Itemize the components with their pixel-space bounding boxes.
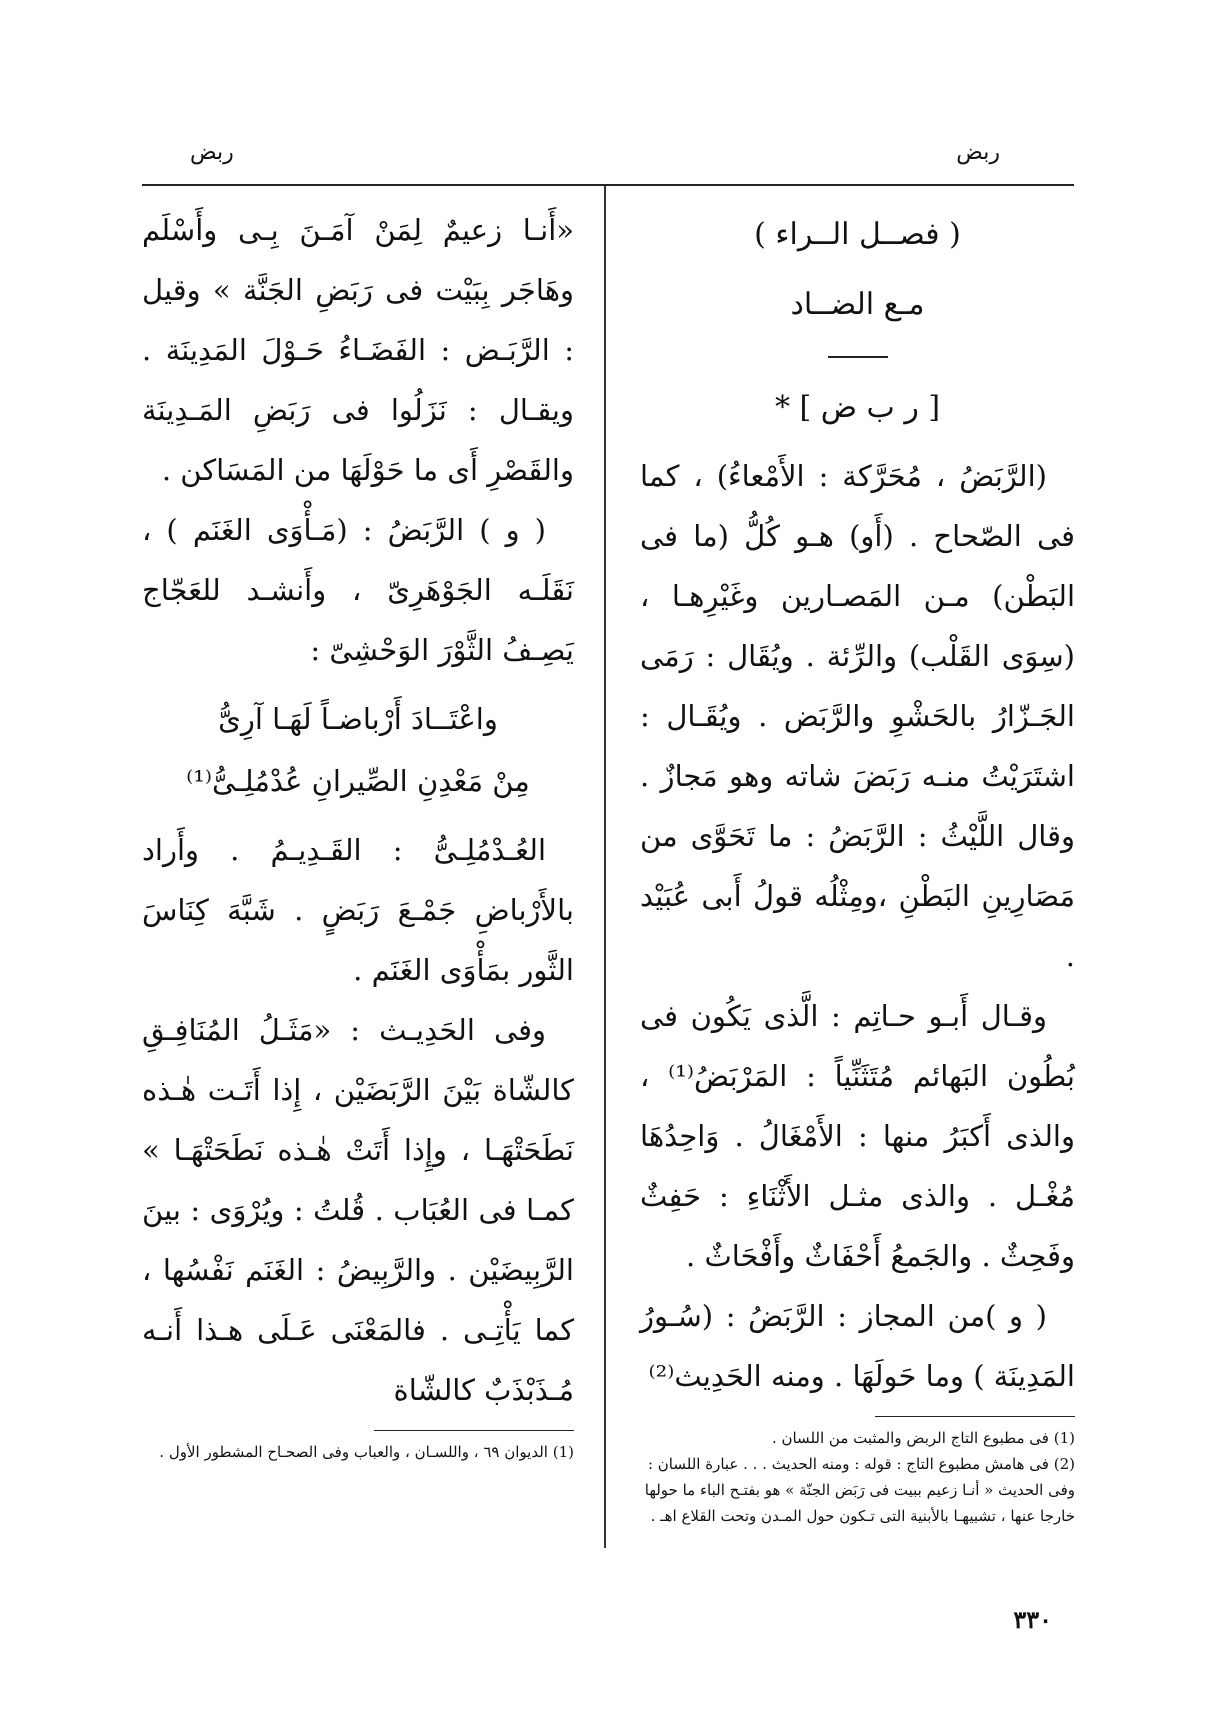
paragraph: (الرَّبَضُ ، مُحَرَّكة : الأَمْعاءُ) ، كما فى الصّحاح . (أَو) هـو كُلُّ (ما فى البَطْن) مـن المَصـارين وغَيْرِهـا ، (سِوَى القَلْب) والرِّئة . ويُقَال : رَمَى الجَـزّارُ بالحَشْوِ والرَّبَض . ويُقَـال : اشتَرَيْتُ منـه رَبَضَ شاته وهو مَجازٌ . وقال اللَّيْثُ : الرَّبَضُ : ما تَحَوَّى من مَصَارِينِ البَطْنِ ،ومِثْلُه قولُ أَبى عُبَيْد . (640, 459, 1075, 973)
section-title: ( فصــل الــراء ) (754, 217, 961, 252)
section-subtitle: مـع الضــاد (790, 287, 925, 322)
footnotes-right (640, 1425, 1075, 1529)
running-head-left: ربض (190, 140, 234, 165)
verse-line: مِنْ مَعْدِنِ الصِّيرانِ عُدْمُلِـىُّ⁽¹⁾ (186, 764, 530, 798)
running-head-right: ربض (956, 140, 1000, 165)
page-number: ٣٣٠ (1013, 1605, 1052, 1634)
paragraph: ( و )من المجاز : الرَّبَضُ : (سُـورُ المَدِينَة ) وما حَولَهَا . ومنه الحَدِيث⁽²⁾ (640, 1299, 1075, 1393)
footnote-rule (374, 1430, 574, 1431)
left-column (142, 200, 574, 1465)
column-divider (604, 186, 606, 1548)
entry-heading: [ ر ب ض ] * (774, 390, 941, 425)
header-rule (142, 184, 1074, 186)
footnote: (2) فى هامش مطبوع التاج : قوله : ومنه الحديث . . . عبارة اللسان : وفى الحديث « أنـا زعيم ببيت فى رَبَض الجنّة » هو بفتـح الباء ما حولها خارجا عنها ، تشبيهـا بالأبنية التى تـكون حول المـدن وتحت القلاع اهـ . (644, 1455, 1075, 1525)
footnote: (1) الديوان ٦٩ ، واللسـان ، والعباب وفى الصحـاح المشطور الأول . (159, 1443, 574, 1461)
paragraph: وقـال أَبـو حـاتِم : الَّذى يَكُون فى بُطُون البَهائم مُتَثَنِّياً : المَرْبَضُ⁽¹⁾ ، والذى أَكبَرُ منها : الأَمْغَالُ . وَاحِدُهَا مُغْـل . والذى مثـل الأَثْنَاءِ : حَفِثٌ وفَحِثٌ . والجَمعُ أَحْفَاثٌ وأَفْحَاثٌ . (640, 999, 1075, 1273)
section-rule (828, 356, 888, 358)
footnote: (1) فى مطبوع التاج الربض والمثبت من اللسان . (771, 1429, 1075, 1447)
verse (142, 688, 574, 812)
paragraph: العُـدْمُلِـىُّ : القَـدِيـمُ . وأَراد بالأَرْباضِ جَمْـعَ رَبَضٍ . شَبَّهَ كِنَاسَ الثَّور بمَأْوَى الغَنَم . (142, 833, 574, 987)
right-column (640, 200, 1075, 1529)
paragraph: ( و ) الرَّبَضُ : (مَـأْوَى الغَنَم ) ، نَقَلَـه الجَوْهَرِىّ ، وأَنشـد للعَجّاج يَصِـفُ الثَّوْرَ الوَحْشِىّ : (142, 513, 574, 667)
verse-line: واعْتَــادَ أَرْباضـاً لَهَـا آرِىُّ (218, 702, 498, 736)
paragraph: «أَنـا زعيمٌ لِمَنْ آمَـنَ بِـى وأَسْلَم وهَاجَر بِبَيْت فى رَبَضِ الجَنَّة » وقيل : الرَّبَـض : الفَضَـاءُ حَـوْلَ المَدِينَة . ويقـال : نَزَلُوا فى رَبَضِ المَـدِينَة والقَصْرِ أَى ما حَوْلَهَا من المَسَاكن . (142, 213, 574, 487)
paragraph: وفى الحَدِيـث : «مَثَـلُ المُنَافِـقِ كالشّاة بَيْنَ الرَّبَضَيْن ، إِذا أَتَـت هٰـذه نَطَحَتْهَـا ، وإِذا أَتَتْ هٰـذه نَطَحَتْهَـا » كمـا فى العُبَاب . قُلتُ : ويُرْوَى : بينَ الرَّبِيضَيْن . والرَّبِيضُ : الغَنَم نَفْسُها ، كما يَأْتِـى . فالمَعْنَى عَـلَى هـذا أَنـه مُـذَبْذَبٌ كالشّاة (142, 1013, 574, 1407)
footnote-rule (875, 1416, 1075, 1417)
footnotes-left (142, 1439, 574, 1465)
